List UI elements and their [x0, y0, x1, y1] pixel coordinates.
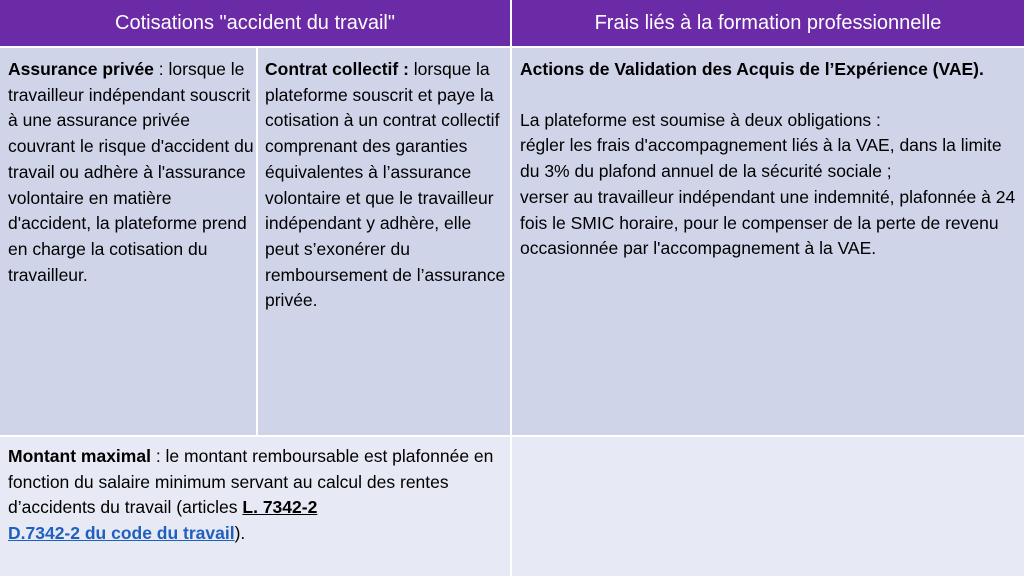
- cell-vae: [520, 57, 1020, 262]
- header-accident-du-travail: [0, 0, 510, 46]
- montant-maximal-text: : le montant remboursable est plafonnée en fonction du salaire minimum servant au calcul des rentes d’accidents du travail (articles: [8, 446, 494, 518]
- cell-montant-maximal: [8, 444, 508, 547]
- header-right-title: Frais liés à la formation professionnelle: [594, 11, 942, 34]
- assurance-privee-text: : lorsque le travailleur indépendant souscrit à une assurance privée couvrant le risque d'accident du travail ou adhère à l'assurance volontaire en matière d'accident, la plateforme prend en charge la cotisation du travailleur.: [8, 59, 254, 285]
- vae-obligation-1: régler les frais d'accompagnement liés à la VAE, dans la limite du 3% du plafond annuel de la sécurité sociale ;: [520, 135, 1002, 182]
- montant-maximal-closing: ).: [234, 523, 246, 544]
- article-reference: L. 7342-2: [242, 497, 318, 518]
- vae-obligation-2: verser au travailleur indépendant une indemnité, plafonnée à 24 fois le SMIC horaire, pour le compenser de la perte de revenu occasionnée par l'accompagnement à la VAE.: [520, 186, 1016, 259]
- header-formation-professionnelle: [512, 0, 1024, 46]
- contrat-collectif-text: lorsque la plateforme souscrit et paye la cotisation à un contrat collectif comprenant des garanties équivalentes à l’assurance volontaire et que le travailleur indépendant y adhère, elle peut s’exonérer du remboursement de l’assurance privée.: [265, 59, 506, 311]
- header-left-title: Cotisations "accident du travail": [115, 11, 395, 34]
- vae-intro: La plateforme est soumise à deux obligations :: [520, 109, 881, 130]
- assurance-privee-label: Assurance privée: [8, 59, 154, 79]
- code-du-travail-link[interactable]: D.7342-2 du code du travail: [8, 523, 235, 544]
- contrat-collectif-label: Contrat collectif :: [265, 59, 409, 79]
- cell-contrat-collectif: [265, 57, 509, 314]
- cell-assurance-privee: [8, 57, 254, 288]
- montant-maximal-label: Montant maximal: [8, 446, 151, 466]
- cell-empty: [512, 437, 1024, 576]
- vae-title: Actions de Validation des Acquis de l’Expérience (VAE).: [520, 59, 984, 79]
